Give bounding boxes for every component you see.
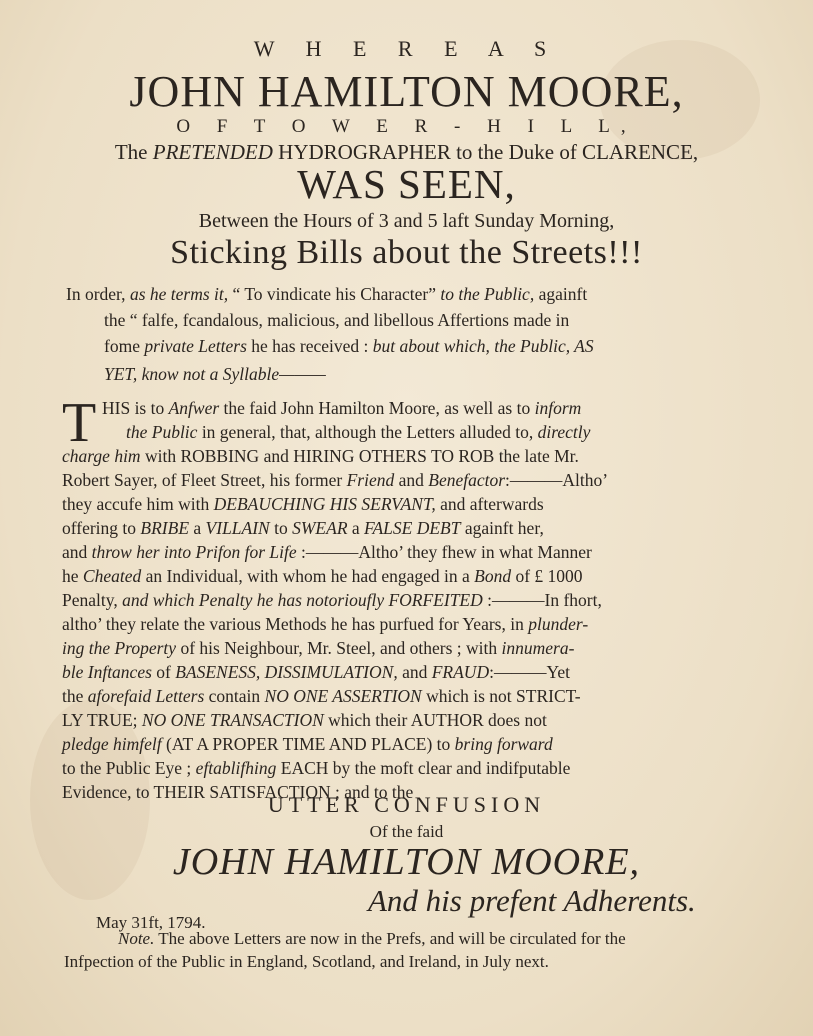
body-line xyxy=(62,494,762,518)
body-segment: :———Altho’ xyxy=(505,470,609,490)
body-segment: to xyxy=(269,518,293,538)
whereas-heading: W H E R E A S xyxy=(253,36,560,61)
body-segment: NO ONE ASSERTION xyxy=(264,686,422,706)
body-segment: they accufe him with xyxy=(62,494,214,514)
body-segment: plunder- xyxy=(528,614,589,634)
body-segment: Evidence, to THEIR SATISFACTION ; and to the xyxy=(62,782,414,802)
body-segment: SWEAR xyxy=(292,518,348,538)
body-segment: EACH by the moft clear and indifputable xyxy=(276,758,571,778)
body-segment: againft her, xyxy=(460,518,544,538)
body-segment: DEBAUCHING HIS SERVANT, xyxy=(213,494,436,514)
body-segment: VILLAIN xyxy=(205,518,270,538)
body-segment: pledge himfelf xyxy=(62,734,162,754)
body-segment: in general, that, although the Letters alluded to, xyxy=(197,422,538,442)
body-segment: and xyxy=(394,470,429,490)
body-segment: with ROBBING and HIRING OTHERS TO ROB the late Mr. xyxy=(140,446,579,466)
body-segment: an Individual, with whom he had engaged in a xyxy=(141,566,475,586)
body-line xyxy=(62,398,762,422)
intro-line-4: YET, know not a Syllable——— xyxy=(104,364,326,384)
body-segment: ble Inftances xyxy=(62,662,152,682)
body-segment: :———Yet xyxy=(489,662,570,682)
body-segment: Anfwer xyxy=(168,398,220,418)
body-segment: charge him xyxy=(62,446,141,466)
of-tower-hill: O F T O W E R - H I L L, xyxy=(176,116,637,137)
body-segment: offering to xyxy=(62,518,141,538)
body-segment: inform xyxy=(534,398,582,418)
body-segment: :———Altho’ they fhew in what Manner xyxy=(296,542,592,562)
body-segment: (AT A PROPER TIME AND PLACE) to xyxy=(161,734,455,754)
body-segment: Cheated xyxy=(82,566,142,586)
body-segment: FALSE DEBT xyxy=(364,518,461,538)
body-segment: to the Public Eye ; xyxy=(62,758,196,778)
body-segment: throw her into Prifon for Life xyxy=(91,542,297,562)
body-segment: contain xyxy=(204,686,265,706)
body-line xyxy=(62,470,762,494)
body-segment: bring forward xyxy=(454,734,553,754)
body-line xyxy=(62,710,762,734)
body-segment: and xyxy=(62,542,92,562)
body-segment: which is not STRICT- xyxy=(421,686,581,706)
body-segment: aforefaid Letters xyxy=(87,686,205,706)
body-segment: and afterwards xyxy=(435,494,544,514)
body-segment: Robert Sayer, of Fleet Street, his former xyxy=(62,470,347,490)
was-seen-heading: WAS SEEN, xyxy=(297,161,516,207)
body-segment: Bond xyxy=(474,566,512,586)
body-segment: which their AUTHOR does not xyxy=(323,710,547,730)
body-line xyxy=(62,566,762,590)
name-footer-heading: JOHN HAMILTON MOORE, xyxy=(172,841,641,883)
body-paragraph xyxy=(62,398,762,806)
body-line xyxy=(62,734,762,758)
body-segment: LY TRUE; xyxy=(62,710,142,730)
body-segment: Benefactor xyxy=(428,470,506,490)
body-segment: ing the Property xyxy=(62,638,177,658)
body-segment: altho’ they relate the various Methods he has purfued for Years, in xyxy=(62,614,529,634)
body-segment: eftablifhing xyxy=(195,758,277,778)
name-heading: JOHN HAMILTON MOORE, xyxy=(129,67,684,116)
body-segment: and which Penalty he has notorioufly FORFEITED xyxy=(122,590,483,610)
body-segment: he xyxy=(62,566,83,586)
body-segment: directly xyxy=(537,422,591,442)
note-line-1: Note. The above Letters are now in the Prefs, and will be circulated for the xyxy=(118,929,626,948)
body-segment: Penalty, xyxy=(62,590,123,610)
pretended-line: The PRETENDED HYDROGRAPHER to the Duke of CLARENCE, xyxy=(114,140,699,164)
body-segment: Friend xyxy=(346,470,395,490)
body-segment: FRAUD xyxy=(431,662,490,682)
body-segment: NO ONE TRANSACTION xyxy=(141,710,324,730)
body-segment: of £ 1000 xyxy=(511,566,583,586)
body-segment: the xyxy=(62,686,88,706)
drop-cap: T xyxy=(62,392,97,454)
of-the-said-line: Of the faid xyxy=(369,822,444,841)
between-hours-line: Between the Hours of 3 and 5 laft Sunday Morning, xyxy=(198,210,615,232)
body-line xyxy=(62,662,762,686)
body-segment: BRIBE xyxy=(140,518,190,538)
body-segment: HIS is to xyxy=(102,398,169,418)
body-segment: :———In fhort, xyxy=(482,590,602,610)
body-segment: of xyxy=(151,662,176,682)
body-line xyxy=(62,590,762,614)
sticking-bills-heading: Sticking Bills about the Streets!!! xyxy=(170,234,643,271)
utter-confusion-heading: UTTER CONFUSION xyxy=(267,792,546,817)
body-line xyxy=(62,686,762,710)
body-segment: the Public xyxy=(126,422,198,442)
intro-line-3: fome private Letters he has received : but about which, the Public, AS xyxy=(104,336,594,356)
adherents-line: And his prefent Adherents. xyxy=(368,883,696,918)
body-line xyxy=(62,518,762,542)
body-line xyxy=(62,614,762,638)
body-line xyxy=(62,446,762,470)
body-segment: a xyxy=(347,518,365,538)
note-line-2: Infpection of the Public in England, Scotland, and Ireland, in July next. xyxy=(64,952,549,971)
body-line xyxy=(62,422,762,446)
body-line xyxy=(62,638,762,662)
body-line xyxy=(62,542,762,566)
body-segment: the faid John Hamilton Moore, as well as to xyxy=(219,398,535,418)
body-line xyxy=(62,758,762,782)
body-segment: BASENESS, DISSIMULATION, xyxy=(175,662,398,682)
body-segment: a xyxy=(189,518,206,538)
body-segment: of his Neighbour, Mr. Steel, and others ; with xyxy=(176,638,502,658)
date-line: May 31ft, 1794. xyxy=(96,913,206,932)
body-segment: innumera- xyxy=(501,638,575,658)
intro-line-2: the “ falfe, fcandalous, malicious, and libellous Affertions made in xyxy=(104,310,570,330)
body-segment: and xyxy=(397,662,432,682)
intro-line-1: In order, as he terms it, “ To vindicate his Character” to the Public, againft xyxy=(66,284,588,304)
